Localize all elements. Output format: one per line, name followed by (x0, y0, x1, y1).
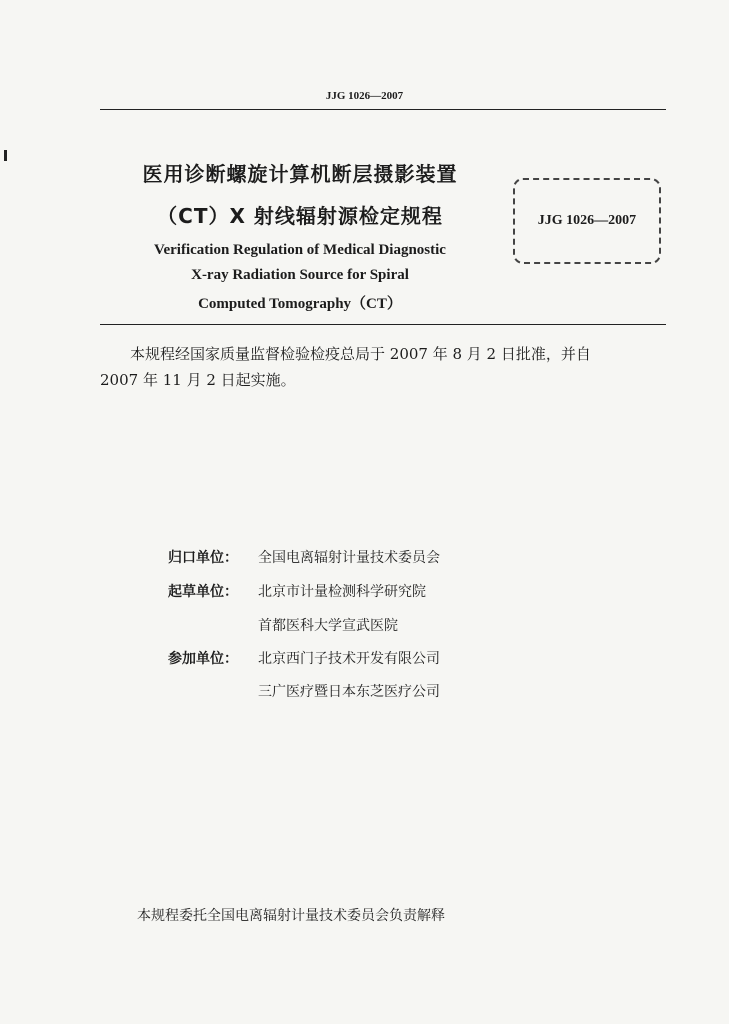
unit-value-participating-2: 三广医疗暨日本东芝医疗公司 (258, 684, 440, 700)
title-chinese-line2: （CT）X 射线辐射源检定规程 (157, 204, 443, 228)
title-english-line1: Verification Regulation of Medical Diagnostic (154, 242, 446, 258)
approval-line1: 本规程经国家质量监督检验检疫总局于 2007 年 8 月 2 日批准，并自 (130, 345, 591, 363)
header-rule (100, 109, 666, 110)
unit-value-responsible: 全国电离辐射计量技术委员会 (258, 550, 440, 566)
title-english-line3: Computed Tomography（CT） (198, 296, 402, 312)
stamp-code: JJG 1026—2007 (537, 213, 637, 228)
unit-label-responsible: 归口单位： (168, 550, 238, 566)
interpretation-note: 本规程委托全国电离辐射计量技术委员会负责解释 (137, 908, 445, 924)
unit-label-participating: 参加单位： (168, 651, 238, 667)
unit-value-drafting-2: 首都医科大学宣武医院 (258, 618, 398, 634)
title-chinese-line1: 医用诊断螺旋计算机断层摄影装置 (142, 162, 458, 186)
title-english-line2: X-ray Radiation Source for Spiral (191, 267, 409, 283)
title-rule (100, 324, 666, 325)
running-header-code: JJG 1026—2007 (325, 90, 404, 102)
scan-edge-mark (4, 150, 7, 161)
unit-label-drafting: 起草单位： (168, 584, 238, 600)
approval-line2: 2007 年 11 月 2 日起实施。 (100, 371, 296, 389)
unit-value-participating-1: 北京西门子技术开发有限公司 (258, 651, 440, 667)
regulation-number-stamp (513, 178, 661, 264)
approval-paragraph (100, 341, 666, 393)
unit-value-drafting-1: 北京市计量检测科学研究院 (258, 584, 426, 600)
